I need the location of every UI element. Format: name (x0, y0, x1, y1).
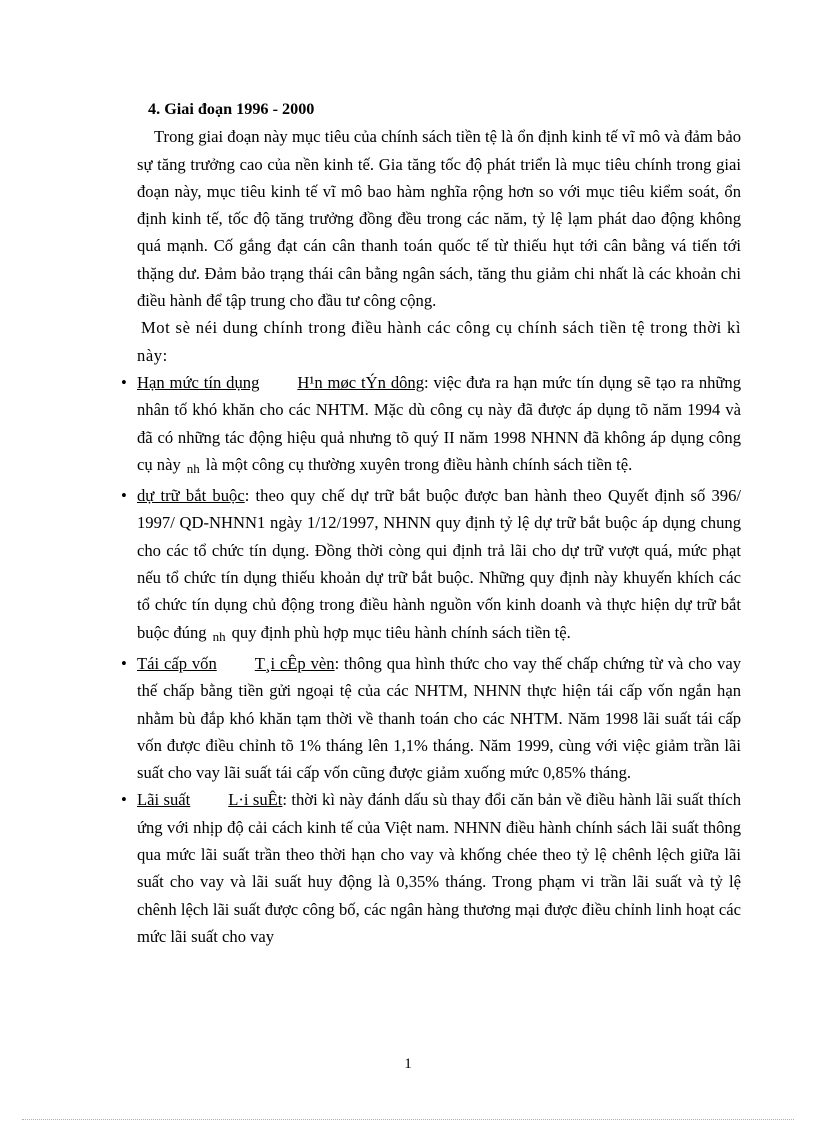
bullet-overlay-text: H¹n møc tÝn dông (297, 372, 425, 392)
bullet-title: Lãi suất (137, 790, 191, 810)
bullet-dot-icon: • (121, 790, 127, 810)
bullet-title: Hạn mức tín dụng (137, 372, 260, 392)
page-bottom-edge (22, 1119, 794, 1120)
bullet-title: Tái cấp vốn (137, 653, 217, 673)
body-paragraph-2: Mot sè néi dung chính trong điều hành các công cụ chính sách tiền tệ trong thời kì này: (137, 318, 741, 365)
bullet-inline-fragment: nh (186, 460, 200, 476)
bullet-text-after: là một công cụ thường xuyên trong điều hành chính sách tiền tệ. (205, 454, 633, 474)
bullet-dot-icon: • (121, 372, 127, 392)
bullet-inline-fragment: nh (212, 628, 226, 644)
bullet-dot-icon: • (121, 653, 127, 673)
document-content (121, 96, 742, 950)
bullet-dot-icon: • (121, 486, 127, 506)
bullet-title: dự trữ bắt buộc (137, 486, 245, 506)
bullet-text: : theo quy chế dự trữ bắt buộc được ban hành theo Quyết định số 396/ 1997/ QD-NHNN1 ngày 1/12/1997, NHNN quy định tỷ lệ dự trữ bắt buộc áp dụng chung cho các tổ chức tín dụng. Đồng thời còng qui định trả lãi cho dự trữ vượt quá, mức phạt nếu tổ chức tín dụng thiếu khoản dự trữ bắt buộc. Những quy định này khuyến khích các tổ chức tín dụng chủ động trong điều hành nguồn vốn kinh doanh và thực hiện dự trữ bắt buộc đúng (137, 486, 741, 642)
bullet-item-credit-limit (121, 369, 741, 482)
bullet-text: : thông qua hình thức cho vay thế chấp chứng từ và cho vay thế chấp bằng tiền gửi ngoại tệ của các NHTM, NHNN thực hiện tái cấp vốn ngắn hạn nhằm bù đắp khó khăn tạm thời về thanh toán cho các NHTM. Năm 1998 lãi suất tái cấp vốn được điều chỉnh tõ 1% tháng lên 1,1% tháng. Năm 1999, cùng với việc giảm trần lãi suất cho vay lãi suất tái cấp vốn cũng được giảm xuống mức 0,85% tháng. (137, 653, 742, 783)
bullet-overlay-text: L·i suÊt (228, 790, 283, 810)
page-number: 1 (404, 1056, 412, 1072)
bullet-item-interest-rate (121, 786, 741, 950)
bullet-text: : việc đưa ra hạn mức tín dụng sẽ tạo ra những nhân tố khó khăn cho các NHTM. Mặc dù công cụ này đã được áp dụng tõ năm 1994 và đã có những tác động hiệu quả nhưng tõ quý II năm 1998 NHNN đã không áp dụng công cụ này (137, 372, 741, 474)
bullet-text: : thời kì này đánh dấu sù thay đổi căn bản về điều hành lãi suất thích ứng với nhịp độ cải cách kinh tế của Việt nam. NHNN điều hành chính sách lãi suất thông qua mức lãi suất trần theo thời hạn cho vay và khống chée theo tỷ lệ chênh lệch giữa lãi suất cho vay và lãi suất huy động là 0,35% tháng. Trong phạm vi trần lãi suất và tỷ lệ chênh lệch lãi suất được công bố, các ngân hàng thương mại được điều chỉnh linh hoạt các mức lãi suất cho vay (137, 790, 741, 946)
bullet-text-after: quy định phù hợp mục tiêu hành chính sách tiền tệ. (231, 622, 571, 642)
bullet-item-reserve (121, 482, 741, 650)
body-paragraph-1: Trong giai đoạn này mục tiêu của chính sách tiền tệ là ổn định kinh tế vĩ mô và đảm bảo sự tăng trưởng cao của nền kinh tế. Gia tăng tốc độ phát triển là mục tiêu chính trong giai đoạn này, mục tiêu kinh tế vĩ mô bao hàm nghĩa rộng hơn so với mục tiêu kiểm soát, ổn định kinh tế, tốc độ tăng trưởng đồng đều trong các năm, tỷ lệ lạm phát dao động không quá mạnh. Cố gắng đạt cán cân thanh toán quốc tế từ thiếu hụt tới cân bằng vá tiến tới thặng dư. Đảm bảo trạng thái cân bằng ngân sách, tăng thu giảm chi nhất là các khoản chi điều hành để tập trung cho đầu tư công cộng. (137, 127, 741, 311)
bullet-item-refinancing (121, 650, 742, 786)
section-heading: 4. Giai đoạn 1996 - 2000 (148, 100, 315, 118)
bullet-overlay-text: T¸i cÊp vèn (254, 653, 335, 673)
